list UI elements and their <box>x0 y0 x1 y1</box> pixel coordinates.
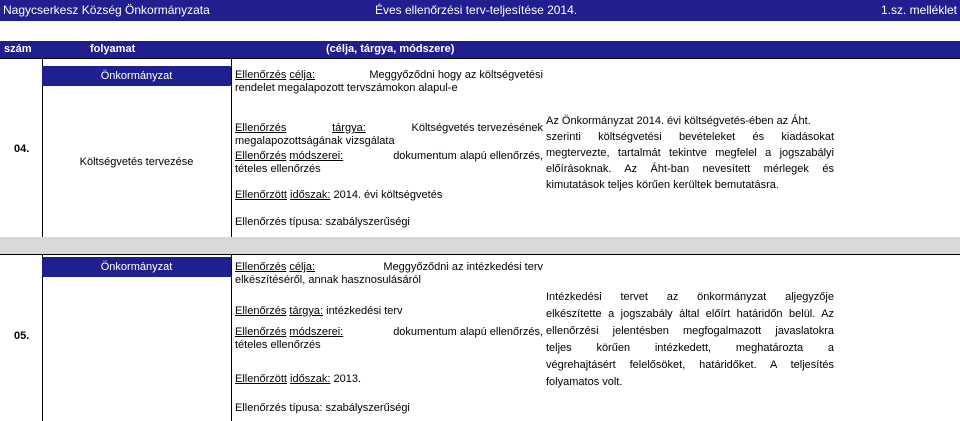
subject-block: Ellenőrzés tárgya: intézkedési terv <box>235 305 403 317</box>
method-block: Ellenőrzés módszerei: dokumentum alapú ellenőrzés, tételes ellenőrzés <box>235 326 543 351</box>
result-text: Intézkedési tervet az önkormányzat aljegyzője elkészítette a jogszabály által előírt határidőn belül. Az ellenőrzési jelentésben megfogalmazott javaslatokra teljes körűen intézkedett, meghatározta a végrehajtásért felelősöket, határidőket. A teljesítés folyamatos volt. <box>546 291 834 388</box>
row-separator <box>0 237 960 254</box>
grid-line <box>231 254 232 421</box>
row-number: 05. <box>14 330 30 342</box>
grid-line <box>42 254 43 421</box>
row-number: 04. <box>14 143 30 155</box>
type-block: Ellenőrzés típusa: szabályszerűségi <box>235 402 410 414</box>
entity-cell: Önkormányzat <box>42 257 231 277</box>
document-header <box>0 0 960 21</box>
municipality-name: Nagycserkesz Község Önkormányzata <box>3 3 210 17</box>
entity-cell: Önkormányzat <box>42 66 231 86</box>
method-block: Ellenőrzés módszerei: dokumentum alapú ellenőrzés, tételes ellenőrzés <box>235 150 543 175</box>
table-header <box>0 41 960 58</box>
document-title: Éves ellenőrzési terv-teljesítése 2014. <box>375 3 578 17</box>
process-name: Költségvetés tervezése <box>79 156 194 168</box>
column-header-celja: (célja, tárgya, módszere) <box>326 43 455 55</box>
objective-block: Ellenőrzés célja: Meggyőződni az intézkedési terv elkészítéséről, annak hasznosulásáról <box>235 261 543 286</box>
period-block: Ellenőrzött időszak: 2013. <box>235 373 361 385</box>
column-header-folyamat: folyamat <box>90 43 136 55</box>
grid-line <box>0 254 960 255</box>
annex-label: 1.sz. melléklet <box>880 3 957 17</box>
subject-block: Ellenőrzés tárgya: Költségvetés tervezésének megalapozottságának vizsgálata <box>235 122 543 147</box>
objective-block: Ellenőrzés célja: Meggyőződni hogy az költségvetési rendelet megalapozott tervszámokon alapul-e <box>235 69 543 94</box>
period-block: Ellenőrzött időszak: 2014. évi költségvetés <box>235 189 443 201</box>
grid-line <box>231 58 232 237</box>
result-text: Az Önkormányzat 2014. évi költségvetés-ében az Áht. szerinti költségvetési bevételeket és kiadásokat megtervezte, tartalmát tekintve megfelel a jogszabályi előírásoknak. Az Áht-ban nevesített mérlegek és kimutatások teljes körűen kerültek bemutatásra. <box>546 115 834 191</box>
grid-line <box>0 58 960 59</box>
type-block: Ellenőrzés típusa: szabályszerűségi <box>235 216 410 228</box>
column-header-szam: szám <box>4 43 32 55</box>
